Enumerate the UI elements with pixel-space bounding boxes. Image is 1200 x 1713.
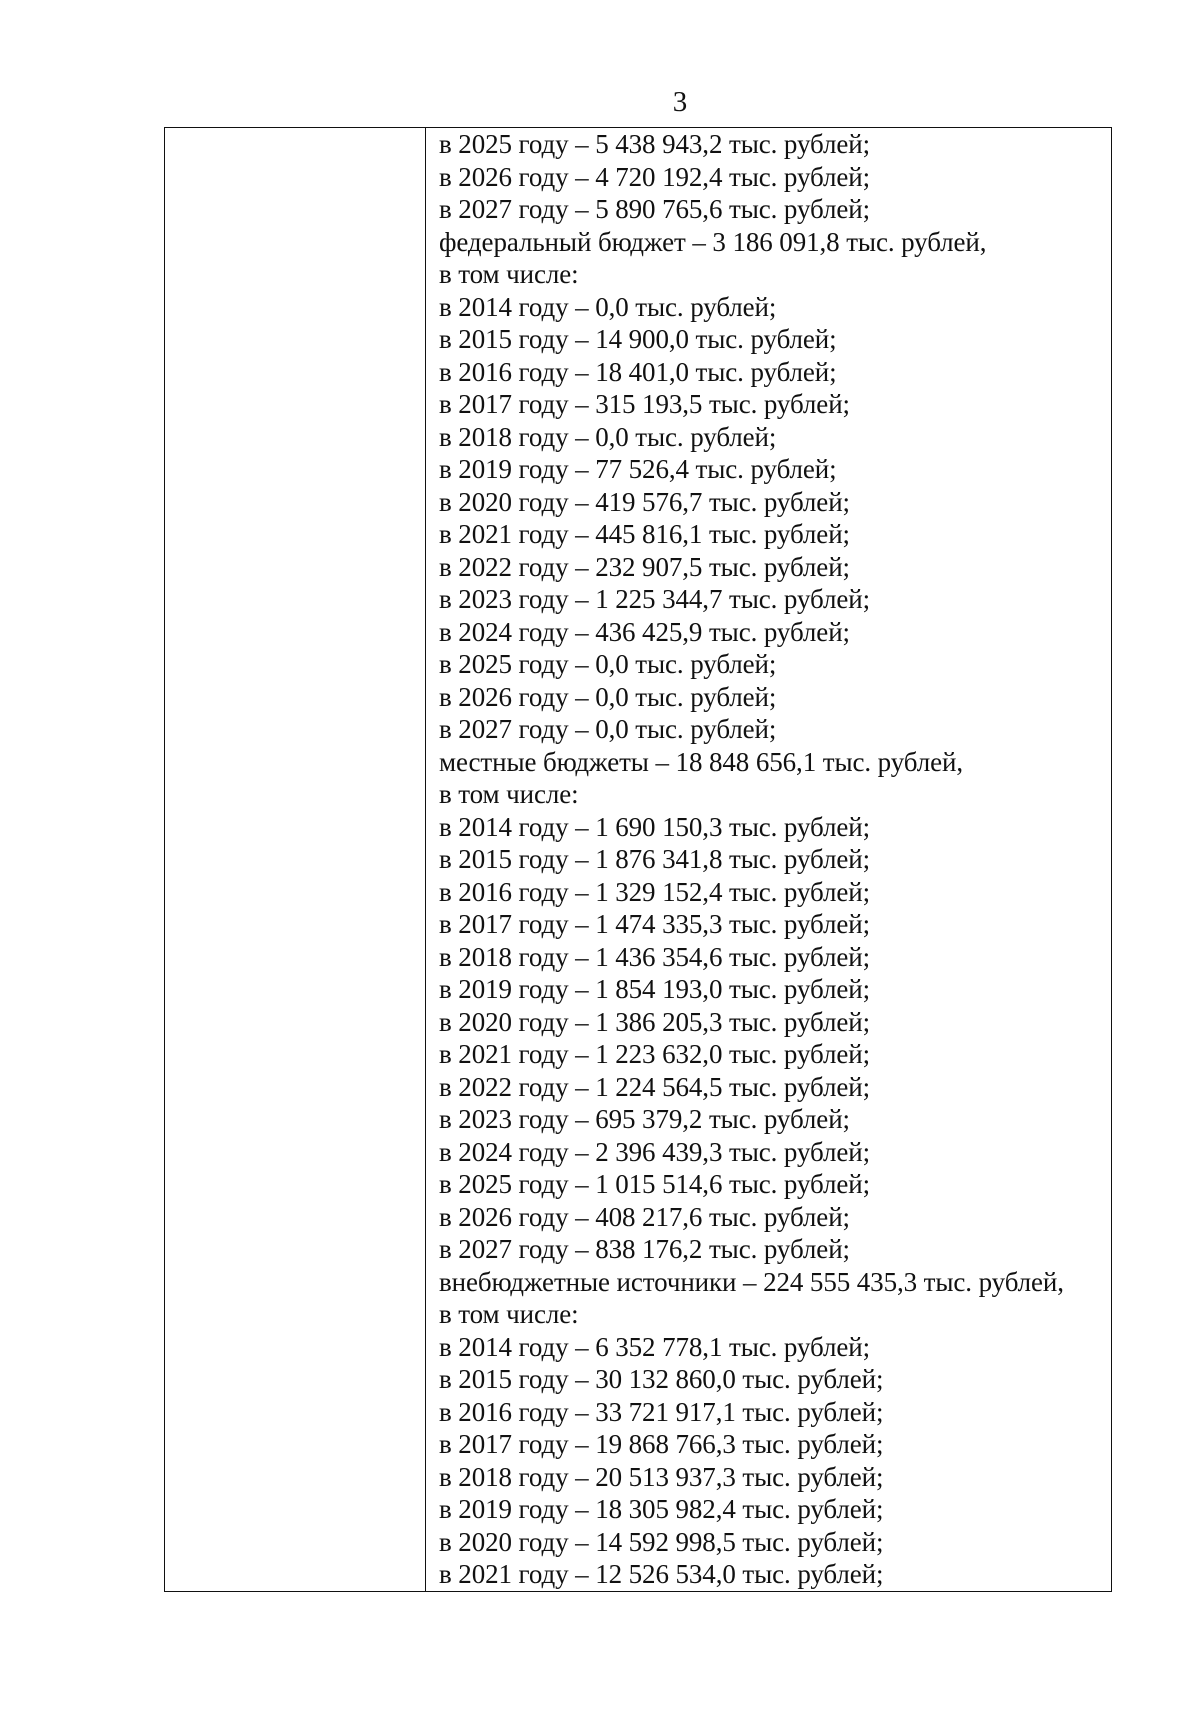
- funding-line: в 2014 году – 6 352 778,1 тыс. рублей;: [439, 1331, 870, 1362]
- funding-line: в 2018 году – 20 513 937,3 тыс. рублей;: [439, 1461, 884, 1492]
- funding-line: в 2019 году – 18 305 982,4 тыс. рублей;: [439, 1494, 884, 1524]
- funding-line: в 2022 году – 232 907,5 тыс. рублей;: [439, 551, 850, 582]
- funding-line: в 2015 году – 30 132 860,0 тыс. рублей;: [439, 1364, 884, 1394]
- funding-line: внебюджетные источники – 224 555 435,3 тыс. рублей,: [439, 1266, 1064, 1297]
- funding-line: в 2017 году – 19 868 766,3 тыс. рублей;: [439, 1429, 884, 1459]
- funding-line: в 2027 году – 5 890 765,6 тыс. рублей;: [439, 194, 870, 224]
- funding-line: в 2024 году – 436 425,9 тыс. рублей;: [439, 616, 850, 647]
- funding-line: в 2021 году – 12 526 534,0 тыс. рублей;: [439, 1559, 884, 1589]
- funding-line: в 2014 году – 0,0 тыс. рублей;: [439, 291, 777, 322]
- funding-line: в 2020 году – 14 592 998,5 тыс. рублей;: [439, 1526, 884, 1557]
- funding-line: в том числе:: [439, 779, 579, 809]
- funding-line: в 2026 году – 0,0 тыс. рублей;: [439, 681, 777, 712]
- funding-line: в 2027 году – 838 176,2 тыс. рублей;: [439, 1234, 850, 1264]
- page-number: 3: [672, 86, 688, 118]
- funding-lines-list: [439, 128, 1111, 1591]
- funding-line: в 2022 году – 1 224 564,5 тыс. рублей;: [439, 1071, 870, 1102]
- funding-line: в 2026 году – 4 720 192,4 тыс. рублей;: [439, 161, 870, 192]
- funding-line: в 2016 году – 33 721 917,1 тыс. рублей;: [439, 1396, 884, 1427]
- funding-line: в 2023 году – 695 379,2 тыс. рублей;: [439, 1104, 850, 1134]
- funding-line: в 2020 году – 1 386 205,3 тыс. рублей;: [439, 1006, 870, 1037]
- funding-line: в 2017 году – 1 474 335,3 тыс. рублей;: [439, 909, 870, 939]
- funding-line: в 2018 году – 0,0 тыс. рублей;: [439, 421, 777, 452]
- table-left-column: [165, 128, 426, 1591]
- funding-line: в 2027 году – 0,0 тыс. рублей;: [439, 714, 777, 744]
- funding-line: в 2018 году – 1 436 354,6 тыс. рублей;: [439, 941, 870, 972]
- funding-line: федеральный бюджет – 3 186 091,8 тыс. рублей,: [439, 226, 987, 257]
- funding-line: в том числе:: [439, 1299, 579, 1329]
- funding-line: в 2016 году – 1 329 152,4 тыс. рублей;: [439, 876, 870, 907]
- funding-line: в 2025 году – 1 015 514,6 тыс. рублей;: [439, 1169, 870, 1199]
- funding-line: в 2015 году – 14 900,0 тыс. рублей;: [439, 324, 837, 354]
- table-right-column: [427, 128, 1111, 1591]
- funding-line: в 2019 году – 77 526,4 тыс. рублей;: [439, 454, 837, 484]
- funding-line: в 2025 году – 5 438 943,2 тыс. рублей;: [439, 129, 870, 159]
- funding-line: в 2015 году – 1 876 341,8 тыс. рублей;: [439, 844, 870, 874]
- funding-line: в 2021 году – 1 223 632,0 тыс. рублей;: [439, 1039, 870, 1069]
- funding-line: в 2025 году – 0,0 тыс. рублей;: [439, 649, 777, 679]
- funding-line: в том числе:: [439, 259, 579, 289]
- funding-line: в 2014 году – 1 690 150,3 тыс. рублей;: [439, 811, 870, 842]
- funding-line: в 2023 году – 1 225 344,7 тыс. рублей;: [439, 584, 870, 614]
- funding-line: в 2017 году – 315 193,5 тыс. рублей;: [439, 389, 850, 419]
- funding-table: [164, 127, 1112, 1592]
- funding-line: местные бюджеты – 18 848 656,1 тыс. рублей,: [439, 746, 963, 777]
- funding-line: в 2016 году – 18 401,0 тыс. рублей;: [439, 356, 837, 387]
- funding-line: в 2020 году – 419 576,7 тыс. рублей;: [439, 486, 850, 517]
- funding-line: в 2024 году – 2 396 439,3 тыс. рублей;: [439, 1136, 870, 1167]
- funding-line: в 2026 году – 408 217,6 тыс. рублей;: [439, 1201, 850, 1232]
- funding-line: в 2019 году – 1 854 193,0 тыс. рублей;: [439, 974, 870, 1004]
- funding-line: в 2021 году – 445 816,1 тыс. рублей;: [439, 519, 850, 549]
